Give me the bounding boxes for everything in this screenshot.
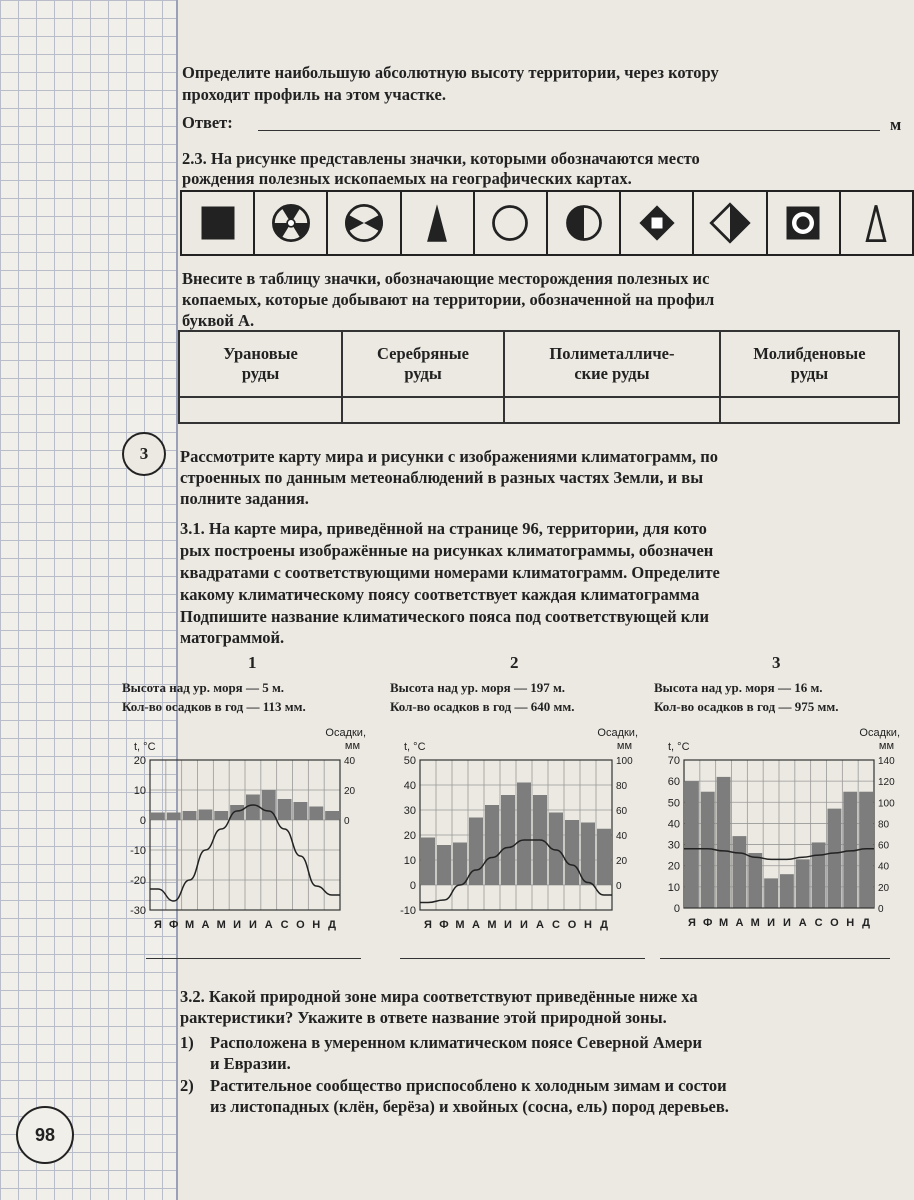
right-tick-label: 80	[616, 781, 628, 792]
month-label: М	[487, 919, 497, 931]
left-axis-title: t, °C	[668, 741, 690, 753]
header-uranium: Урановые руды	[179, 331, 342, 397]
right-tick-label: 60	[878, 840, 890, 852]
sign-cell-1	[182, 192, 255, 254]
right-tick-label: 20	[616, 856, 628, 867]
sign-cell-4	[402, 192, 475, 254]
q32-item2-number: 2)	[180, 1076, 194, 1095]
half-filled-circle-icon	[562, 201, 606, 245]
right-tick-label: 40	[344, 756, 356, 767]
right-tick-label: 100	[878, 798, 895, 810]
header-molybdenum: Молибденовые руды	[720, 331, 899, 397]
left-tick-label: -30	[130, 905, 146, 917]
right-tick-label: 120	[878, 777, 895, 789]
answer-cell-polymetallic[interactable]	[504, 397, 720, 423]
mineral-signs-strip	[180, 190, 914, 256]
precipitation-bar	[828, 809, 842, 908]
month-label: Н	[846, 917, 855, 929]
right-tick-label: 40	[878, 861, 890, 873]
precipitation-bar	[764, 878, 778, 908]
answer-cell-silver[interactable]	[342, 397, 504, 423]
q32-item1-number: 1)	[180, 1033, 194, 1052]
climatogram-1	[118, 722, 380, 934]
q23-instr-line3: буквой А.	[182, 311, 255, 330]
precipitation-bar	[325, 811, 339, 820]
q32-item2-line2: из листопадных (клён, берёза) и хвойных (сосна, ель) пород деревьев.	[210, 1097, 729, 1116]
right-axis-title-line1: Осадки,	[597, 727, 638, 739]
month-label: А	[264, 919, 273, 931]
q32-item1-line1: Расположена в умеренном климатическом поясе Северной Амери	[210, 1033, 703, 1052]
month-label: И	[520, 919, 528, 931]
q22-answer-label: Ответ:	[182, 113, 233, 132]
precipitation-bar	[517, 783, 531, 886]
bowtie-circle-icon	[342, 201, 386, 245]
radiation-trefoil-icon	[269, 201, 313, 245]
precipitation-bar	[151, 813, 165, 821]
filled-triangle-icon	[415, 201, 459, 245]
month-label: Я	[153, 919, 162, 931]
right-tick-label: 20	[344, 786, 356, 797]
left-tick-label: -20	[130, 875, 146, 887]
q31-line1: 3.1. На карте мира, приведённой на странице 96, территории, для кото	[180, 519, 707, 538]
precipitation-bar	[469, 818, 483, 886]
right-tick-label: 0	[616, 881, 622, 892]
month-label: Я	[687, 917, 696, 929]
sign-cell-9	[768, 192, 841, 254]
left-tick-label: 50	[403, 755, 416, 767]
right-tick-label: 100	[616, 756, 633, 767]
precipitation-bar	[717, 777, 731, 908]
q23-instr-line1: Внесите в таблицу значки, обозначающие месторождения полезных ис	[182, 269, 710, 288]
sign-cell-8	[694, 192, 767, 254]
month-label: А	[735, 917, 744, 929]
month-label: А	[798, 917, 807, 929]
precipitation-bar	[421, 838, 435, 886]
precipitation-bar	[685, 781, 699, 908]
precipitation-bar	[453, 843, 467, 886]
q22-line1: Определите наибольшую абсолютную высоту территории, через котору	[182, 63, 719, 82]
q23-title-line2: рождения полезных ископаемых на географических картах.	[182, 169, 632, 188]
chart1-answer-line[interactable]	[146, 958, 361, 959]
left-tick-label: 0	[139, 815, 146, 827]
right-tick-label: 20	[878, 882, 890, 894]
q32-item1-line2: и Евразии.	[210, 1054, 291, 1073]
right-axis-title-line1: Осадки,	[325, 727, 366, 739]
precipitation-bar	[278, 799, 292, 820]
left-tick-label: 20	[667, 860, 680, 873]
right-tick-label: 140	[878, 756, 895, 767]
precipitation-bar	[294, 802, 308, 820]
right-tick-label: 0	[344, 816, 350, 827]
left-tick-label: 60	[667, 776, 680, 789]
precipitation-bar	[199, 810, 213, 821]
precipitation-bar	[812, 842, 826, 908]
chart2-precip: Кол-во осадков в год — 640 мм.	[390, 699, 575, 714]
month-label: О	[830, 917, 839, 929]
right-tick-label: 80	[878, 819, 890, 831]
q31-line6: матограммой.	[180, 628, 285, 647]
right-tick-label: 40	[616, 831, 628, 842]
chart3-answer-line[interactable]	[660, 958, 890, 959]
answer-cell-molybdenum[interactable]	[720, 397, 899, 423]
climatogram-3	[650, 722, 900, 934]
month-label: Д	[862, 917, 871, 929]
month-label: И	[767, 917, 776, 929]
month-label: С	[814, 917, 823, 929]
q23-title-line1: 2.3. На рисунке представлены значки, которыми обозначаются место	[182, 149, 700, 168]
precipitation-bar	[167, 813, 181, 821]
sign-cell-2	[255, 192, 328, 254]
left-tick-label: 50	[667, 797, 680, 810]
month-label: М	[216, 919, 226, 931]
sign-cell-10	[841, 192, 912, 254]
task3-line2: строенных по данным метеонаблюдений в разных частях Земли, и вы	[180, 468, 704, 487]
precipitation-bar	[581, 823, 595, 886]
precipitation-bar	[733, 836, 747, 908]
q22-answer-line[interactable]	[258, 130, 880, 131]
precipitation-bar	[183, 811, 197, 820]
precipitation-bar	[214, 811, 228, 820]
right-axis-title-line2: мм	[616, 740, 632, 752]
task3-line1: Рассмотрите карту мира и рисунки с изображениями климатограмм, по	[180, 447, 718, 466]
open-triangle-icon	[854, 201, 898, 245]
month-label: С	[280, 919, 289, 931]
precipitation-bar	[748, 853, 762, 908]
precipitation-bar	[437, 845, 451, 885]
month-label: Ф	[703, 917, 713, 929]
month-label: Н	[584, 919, 592, 931]
month-label: М	[750, 917, 760, 929]
right-tick-label: 0	[878, 904, 884, 915]
month-label: Д	[328, 919, 337, 931]
month-label: И	[248, 919, 257, 931]
left-tick-label: 40	[403, 780, 416, 792]
left-tick-label: -10	[400, 905, 416, 917]
chart3-altitude: Высота над ур. моря — 16 м.	[654, 680, 823, 695]
chart1-number: 1	[248, 653, 257, 672]
month-label: А	[201, 919, 210, 931]
chart2-number: 2	[510, 653, 519, 672]
month-label: Я	[424, 919, 432, 931]
precipitation-bar	[309, 807, 323, 821]
answer-cell-uranium[interactable]	[179, 397, 342, 423]
right-axis-title-line2: мм	[344, 740, 360, 752]
chart2-altitude: Высота над ур. моря — 197 м.	[390, 680, 566, 695]
left-tick-label: 40	[667, 818, 680, 831]
precipitation-bar	[565, 820, 579, 885]
task-number-badge: 3	[122, 432, 166, 476]
precipitation-bar	[485, 805, 499, 885]
left-tick-label: 0	[409, 880, 416, 892]
sign-cell-5	[475, 192, 548, 254]
precipitation-bar	[246, 795, 260, 821]
sign-cell-3	[328, 192, 401, 254]
precipitation-bar	[597, 829, 611, 885]
month-label: Д	[600, 919, 608, 931]
sign-cell-6	[548, 192, 621, 254]
chart2-answer-line[interactable]	[400, 958, 645, 959]
left-tick-label: 20	[133, 755, 146, 767]
left-tick-label: 20	[403, 830, 416, 842]
q31-line3: квадратами с соответствующими номерами климатограмм. Определите	[180, 563, 720, 582]
ring-square-icon	[781, 201, 825, 245]
diamond-in-square-icon	[635, 201, 679, 245]
month-label: И	[504, 919, 512, 931]
month-label: М	[718, 917, 729, 929]
month-label: И	[233, 919, 242, 931]
left-tick-label: 30	[667, 839, 680, 852]
left-tick-label: 10	[403, 855, 416, 867]
left-axis-title: t, °C	[404, 741, 426, 753]
month-label: М	[455, 919, 465, 931]
left-tick-label: 30	[403, 805, 416, 817]
q31-line2: рых построены изображённые на рисунках климатограммы, обозначен	[180, 541, 714, 560]
left-tick-label: 0	[673, 903, 680, 915]
right-axis-title-line2: мм	[878, 740, 894, 752]
page-number: 98	[16, 1106, 74, 1164]
q22-line2: проходит профиль на этом участке.	[182, 85, 446, 104]
q32-item2-line1: Растительное сообщество приспособлено к холодным зимам и состои	[210, 1076, 727, 1095]
open-circle-icon	[488, 201, 532, 245]
left-axis-title: t, °C	[134, 741, 156, 753]
climatogram-2	[384, 722, 646, 934]
q32-line1: 3.2. Какой природной зоне мира соответствуют приведённые ниже ха	[180, 987, 698, 1006]
month-label: С	[552, 919, 560, 931]
header-silver: Серебряные руды	[342, 331, 504, 397]
precipitation-bar	[796, 859, 810, 908]
month-label: Ф	[169, 919, 179, 931]
month-label: А	[472, 919, 480, 931]
task3-line3: полните задания.	[180, 489, 309, 508]
month-label: Н	[312, 919, 321, 931]
month-label: И	[782, 917, 791, 929]
precipitation-bar	[780, 874, 794, 908]
q23-instr-line2: копаемых, которые добывают на территории, обозначенной на профил	[182, 290, 715, 309]
month-label: Ф	[439, 919, 449, 931]
chart3-number: 3	[772, 653, 781, 672]
right-axis-title-line1: Осадки,	[859, 727, 900, 739]
left-tick-label: -10	[130, 845, 146, 857]
margin-divider	[176, 0, 178, 1200]
q22-answer-unit: м	[890, 115, 902, 134]
month-label: О	[567, 919, 577, 931]
left-tick-label: 70	[667, 755, 680, 767]
month-label: А	[536, 919, 544, 931]
sign-cell-7	[621, 192, 694, 254]
month-label: О	[296, 919, 305, 931]
left-tick-label: 10	[667, 881, 680, 894]
half-filled-diamond-icon	[708, 201, 752, 245]
chart3-precip: Кол-во осадков в год — 975 мм.	[654, 699, 839, 714]
left-tick-label: 10	[133, 785, 146, 797]
graph-paper-margin	[0, 0, 178, 1200]
q32-line2: рактеристики? Укажите в ответе название этой природной зоны.	[180, 1008, 667, 1027]
chart1-altitude: Высота над ур. моря — 5 м.	[122, 680, 285, 695]
right-tick-label: 60	[616, 806, 628, 817]
filled-square-icon	[196, 201, 240, 245]
header-polymetallic: Полиметалличе- ские руды	[504, 331, 720, 397]
precipitation-bar	[230, 805, 244, 820]
ore-table	[178, 330, 900, 424]
chart1-precip: Кол-во осадков в год — 113 мм.	[122, 699, 306, 714]
q31-line5: Подпишите название климатического пояса под соответствующей кли	[180, 607, 710, 626]
precipitation-bar	[501, 795, 515, 885]
month-label: М	[184, 919, 195, 931]
q31-line4: какому климатическому поясу соответствует каждая климатограмма	[180, 585, 700, 604]
